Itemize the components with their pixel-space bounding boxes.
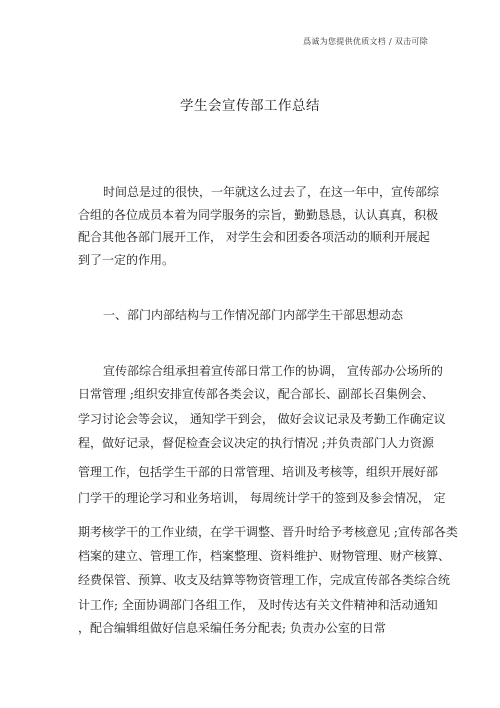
- page-title: 学生会宣传部工作总结: [180, 98, 320, 114]
- section-heading: 一、部门内部结构与工作情况部门内部学生干部思想动态: [103, 308, 404, 322]
- paragraph-line: 日常管理 ;组织安排宣传部各类会议，配合部长、副部长召集例会、: [78, 387, 434, 401]
- paragraph-line: 管理工作，包括学生干部的日常管理、培训及考核等，组织开展好部: [78, 465, 439, 479]
- header-note: 爲诚为您提供优质文档 / 双击可除: [303, 37, 428, 46]
- paragraph-line: 合组的各位成员本着为同学服务的宗旨，勤勤恳恳，认认真真，积极: [78, 208, 439, 222]
- paragraph-line: 经费保管、预算、收支及结算等物资管理工作，完成宣传部各类综合统: [78, 573, 451, 587]
- paragraph-line: 程，做好记录，督促检查会议决定的执行情况 ;并负责部门人力资源: [78, 436, 434, 450]
- paragraph-line: 门学干的理论学习和业务培训， 每周统计学干的签到及参会情况， 定: [78, 491, 446, 505]
- paragraph-line: 配合其他各部门展开工作， 对学生会和团委各项活动的顺利开展起: [78, 230, 430, 244]
- paragraph-line: 时间总是过的很快，一年就这么过去了，在这一年中，宣传部综: [103, 185, 440, 199]
- paragraph-line: 到了一定的作用。: [78, 253, 175, 267]
- paragraph-line: 宣传部综合组承担着宣传部日常工作的协调， 宣传部办公场所的: [103, 364, 443, 378]
- paragraph-line: 计工作; 全面协调部门各组工作， 及时传达有关文件精神和活动通知: [78, 598, 438, 612]
- paragraph-line: 档案的建立、管理工作，档案整理、资料维护、财物管理、财产核算、: [78, 549, 451, 563]
- paragraph-line: 学习讨论会等会议， 通知学干到会， 做好会议记录及考勤工作确定议: [78, 412, 446, 426]
- paragraph-line: ，配合编辑组做好信息采编任务分配表; 负责办公室的日常: [78, 621, 386, 635]
- paragraph-line: 期考核学干的工作业绩，在学干调整、晋升时给予考核意见 ;宣传部各类: [78, 525, 458, 539]
